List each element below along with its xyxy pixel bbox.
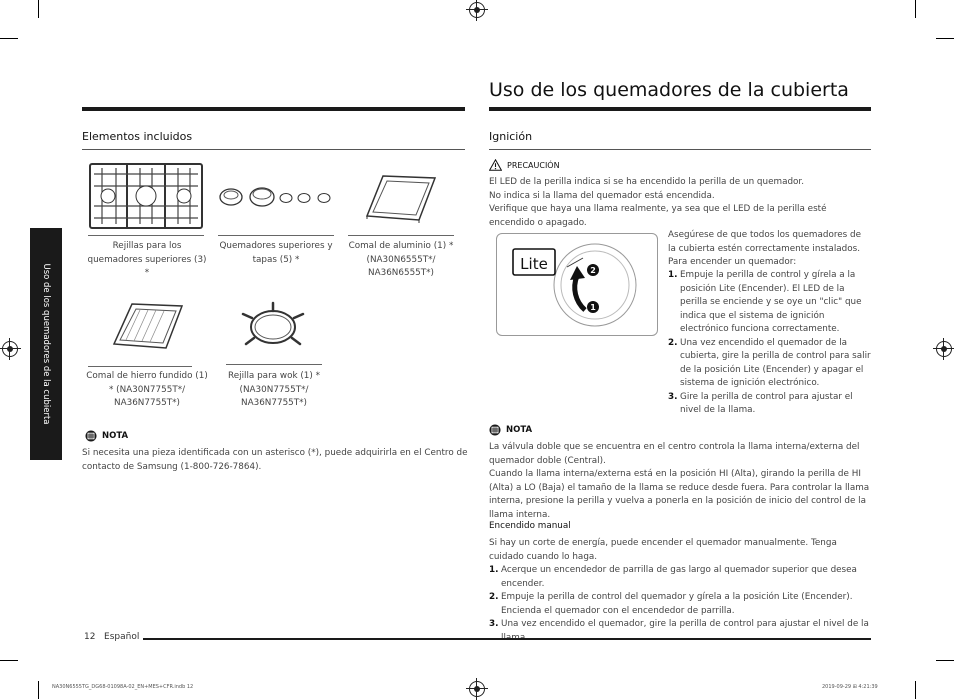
item-label-aluminum-griddle: Comal de aluminio (1) * (NA30N6555T*/ NA36N6555T*) [348, 241, 454, 278]
step-item: 2. Una vez encendido el quemador de la cubierta, gire la perilla de control para salir de la posición Lite (Encender) y apagar el sistema de ignición electrónico. [668, 337, 871, 388]
step-marker-1: 1 [590, 303, 596, 312]
burner-caps-image [218, 182, 334, 212]
cast-iron-griddle-image [110, 300, 186, 352]
crop-mark [38, 681, 39, 699]
section-heading-included: Elementos incluidos [82, 130, 193, 143]
crop-mark [38, 0, 39, 18]
footer-page-info [84, 632, 139, 642]
section-side-tab [30, 228, 62, 460]
item-label-burners: Quemadores superiores y tapas (5) * [219, 241, 333, 265]
page-number: 12 [84, 632, 96, 642]
caution-text [489, 176, 871, 230]
caution-line: Verifique que haya una llama realmente, ya sea que el LED de la perilla esté encendido o apagado. [489, 204, 827, 228]
step-item: 1. Acerque un encendedor de parrilla de gas largo al quemador superior que desea encender. [489, 565, 857, 589]
page-language: Español [104, 632, 140, 642]
item-divider [348, 235, 454, 236]
caution-title: PRECAUCIÓN [507, 160, 560, 170]
crop-mark [915, 0, 916, 18]
crop-mark [936, 660, 954, 661]
registration-mark-icon [469, 681, 485, 697]
print-file-meta: NA30N6555TG_DG68-01098A-02_EN+MES+CFR.indb 12 [52, 684, 194, 690]
aluminum-griddle-image [363, 172, 439, 224]
note-heading [489, 424, 532, 436]
footer-rule [143, 638, 871, 640]
registration-mark-icon [469, 2, 485, 18]
item-divider [226, 364, 322, 365]
item-divider [88, 235, 204, 236]
grate-image [88, 162, 204, 230]
caution-line: El LED de la perilla indica si se ha encendido la perilla de un quemador. [489, 177, 805, 187]
item-divider [88, 366, 192, 367]
note-title: NOTA [102, 431, 129, 441]
section-rule [82, 149, 465, 150]
registration-mark-icon [936, 341, 952, 357]
wok-grate-image [240, 300, 306, 352]
ignition-steps [668, 269, 874, 418]
page-title: Uso de los quemadores de la cubierta [489, 79, 849, 101]
manual-intro: Si hay un corte de energía, puede encender el quemador manualmente. Tenga cuidado cuando lo haga. [489, 538, 837, 562]
warning-triangle-icon [489, 159, 502, 171]
section-rule [489, 149, 871, 150]
section-heading-ignition: Ignición [489, 130, 533, 143]
step-marker-2: 2 [590, 266, 596, 275]
crop-mark [915, 681, 916, 699]
crop-mark [936, 38, 954, 39]
note-icon [489, 424, 501, 436]
step-item: 3. Una vez encendido el quemador, gire la perilla de control para ajustar el nivel de la [489, 619, 869, 629]
registration-mark-icon [2, 341, 18, 357]
step-item: 3. Gire la perilla de control para ajustar el nivel de la llama. [668, 391, 853, 415]
note-heading [85, 430, 128, 442]
header-rule-left [82, 107, 465, 111]
caution-heading [489, 159, 560, 171]
manual-heading: Encendido manual [489, 521, 571, 531]
note-text: La válvula doble que se encuentra en el centro controla la llama interna/externa del quemador doble (Central). Cuando la llama interna/externa está en la posición HI (Alta), girando la perilla de HI (Alta) a LO (Baja) el tamaño de la llama se reduce desde fuera. Para controlar la llama interna, presione la perilla y vuelva a ponerla en la posición de inicio del control de la llama interna. [489, 442, 870, 520]
item-label-grates: Rejillas para los quemadores superiores (3) * [87, 241, 207, 278]
manual-steps [489, 564, 873, 645]
side-tab-label: Uso de los quemadores de la cubierta [41, 263, 51, 425]
crop-mark [0, 660, 18, 661]
caution-line: No indica si la llama del quemador está encendida. [489, 190, 715, 201]
ignition-intro: Asegúrese de que todos los quemadores de la cubierta estén correctamente instalados. Para encender un quemador: [668, 230, 862, 267]
print-date-meta: 2019-09-29 ⊞ 4:21:39 [822, 684, 878, 690]
item-divider [218, 235, 334, 236]
step-item: 2. Empuje la perilla de control del quemador y gírela a la posición Lite (Encender). Encienda el quemador con el encendedor de parrilla. [489, 592, 853, 616]
knob-lite-label: Lite [520, 255, 548, 273]
crop-mark [0, 38, 18, 39]
step-item: 1. Empuje la perilla de control y gírela a la posición Lite (Encender). El LED de la perilla se enciende y se oye un "clic" que indica que el sistema de ignición electrónico funciona correctamente. [668, 270, 862, 334]
knob-illustration [496, 233, 658, 336]
note-icon [85, 430, 97, 442]
item-label-wok-grate: Rejilla para wok (1) * (NA30N7755T*/ NA36N7755T*) [228, 371, 320, 408]
note-text: Si necesita una pieza identificada con un asterisco (*), puede adquirirla en el Centro de contacto de Samsung (1-800-726-7864). [82, 448, 468, 472]
header-rule-right [489, 107, 871, 111]
item-label-cast-iron-griddle: Comal de hierro fundido (1) * (NA30N7755T*/ NA36N7755T*) [86, 371, 208, 408]
knob-drawing [497, 234, 657, 335]
note-title: NOTA [506, 425, 533, 435]
